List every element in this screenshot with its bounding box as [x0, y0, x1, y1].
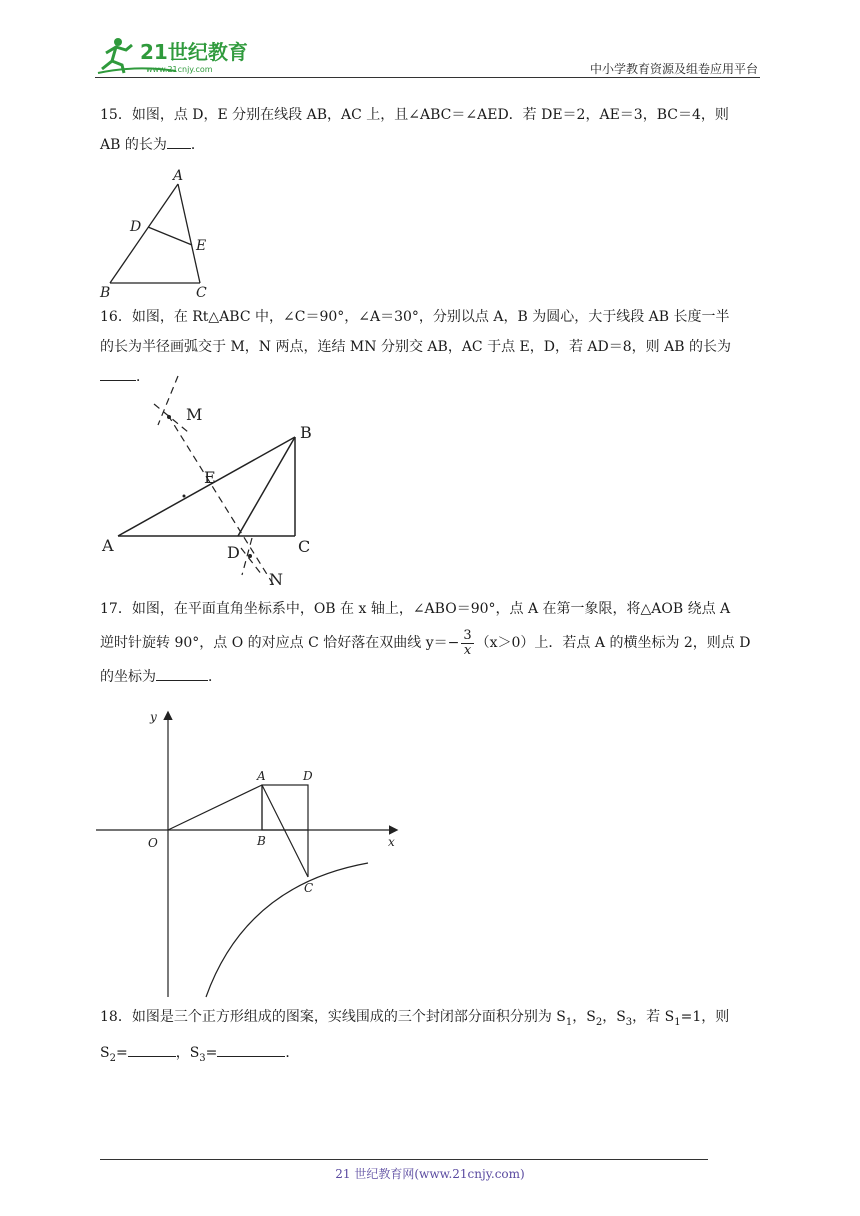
label-x: x	[388, 835, 395, 849]
question-17-line3: 的坐标为 ．	[100, 662, 760, 692]
answer-blank-15	[167, 134, 191, 149]
question-15-line2: AB 的长为 ．	[100, 130, 760, 160]
label-M: M	[186, 405, 203, 424]
figure-17	[96, 705, 406, 1000]
answer-blank-17	[156, 666, 208, 681]
question-16-line2: 的长为半径画弧交于 M，N 两点，连结 MN 分别交 AB，AC 于点 E，D，若 AD＝8，则 AB 的长为 ．	[100, 339, 731, 385]
header-divider	[95, 77, 760, 78]
label-A: A	[257, 769, 266, 783]
question-17	[100, 594, 760, 692]
question-17-line2: 逆时针旋转 90°，点 O 的对应点 C 恰好落在双曲线 y＝− $\frac{3}{x}$ （x＞0）上．若点 A 的横坐标为 2，则点 D	[100, 627, 751, 658]
label-O: O	[148, 836, 158, 850]
answer-blank-18b	[217, 1042, 285, 1057]
site-logo	[96, 35, 266, 77]
label-B: B	[100, 285, 111, 301]
label-A: A	[102, 536, 114, 555]
question-16-line1: 16．如图，在 Rt△ABC 中，∠C＝90°，∠A＝30°，分别以点 A，B 为圆心，大于线段 AB 长度一半	[100, 309, 730, 325]
label-C: C	[298, 537, 311, 556]
label-D: D	[130, 219, 142, 235]
label-E: E	[196, 238, 207, 254]
figure-15	[96, 166, 226, 301]
question-15-line1: 15．如图，点 D，E 分别在线段 AB，AC 上，且∠ABC＝∠AED．若 DE＝2，AE＝3，BC＝4，则	[100, 107, 729, 123]
figure-16	[96, 370, 336, 590]
label-E: E	[204, 468, 216, 487]
label-C: C	[196, 285, 207, 301]
platform-name: 中小学教育资源及组卷应用平台	[589, 62, 758, 76]
question-17-line1: 17．如图，在平面直角坐标系中，OB 在 x 轴上，∠ABO＝90°，点 A 在第一象限，将△AOB 绕点 A	[100, 601, 731, 617]
label-B: B	[300, 423, 312, 442]
footer-text: 21 世纪教育网(www.21cnjy.com)	[335, 1167, 525, 1181]
question-18	[100, 1002, 760, 1074]
logo-url: www.21cnjy.com	[146, 65, 213, 74]
footer-divider	[100, 1159, 708, 1160]
label-D: D	[227, 543, 240, 562]
question-18-line2: $S_2=$ ，$S_3=$ ．	[100, 1038, 760, 1074]
label-y: y	[150, 710, 157, 724]
logo-text: 21世纪教育	[140, 40, 248, 64]
label-C: C	[304, 881, 314, 895]
question-18-line1: 18．如图是三个正方形组成的图案，实线围成的三个封闭部分面积分别为 $S_1$，$S_2$，$S_3$，若 $S_1=1$，则	[100, 1009, 730, 1028]
label-B: B	[257, 834, 266, 848]
answer-blank-18a	[128, 1042, 176, 1057]
label-A: A	[173, 168, 184, 184]
label-D: D	[303, 769, 313, 783]
question-15	[100, 100, 760, 160]
label-N: N	[269, 570, 283, 589]
fraction: $\frac{3}{x}$	[463, 627, 472, 658]
